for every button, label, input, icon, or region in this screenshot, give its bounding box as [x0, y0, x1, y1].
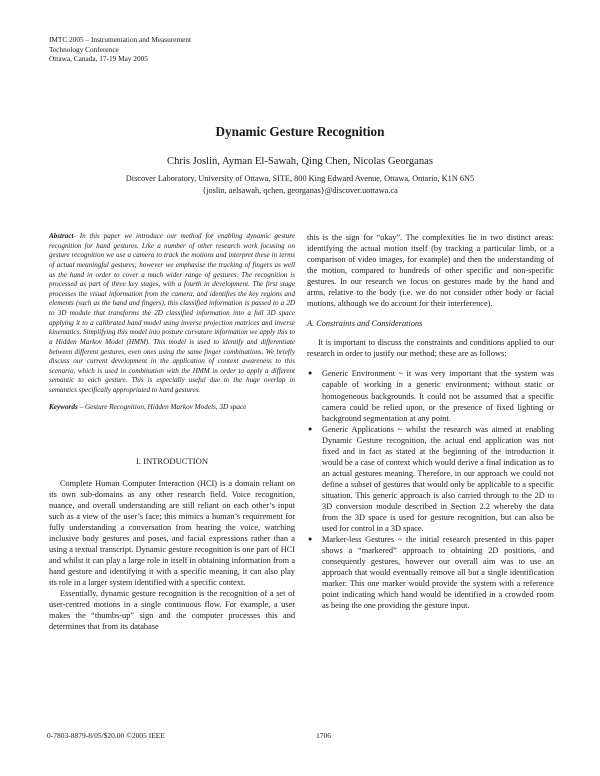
- keywords-text: – Gesture Recognition, Hidden Markov Models, 3D space: [77, 402, 247, 411]
- constraints-list: [307, 368, 554, 611]
- author-list: Chris Joslin, Ayman El-Sawah, Qing Chen, Nicolas Georganas: [167, 156, 433, 167]
- list-item: [307, 368, 554, 423]
- conference-line: IMTC 2005 – Instrumentation and Measurement: [49, 35, 192, 44]
- list-item: [307, 424, 554, 534]
- conference-header: [49, 35, 191, 64]
- intro-continuation: this is the sign for “okay”. The complexities lie in two distinct areas: identifying the actual motion itself (by tracking a particular limb, or a comparison of video images, for example) and then the understanding of the motion, compared to hundreds of other specific and non-specific gestures. In our research we focus on gestures made by the hand and arms, relative to the body (i.e. we do not consider other body or facial motions, although we do account for their interference).: [307, 233, 554, 309]
- abstract-label: Abstract: [49, 232, 74, 240]
- constraints-intro: It is important to discuss the constraints and conditions applied to our research in order to justify our method; these are as follows:: [307, 338, 554, 359]
- list-item-text: Generic Environment ~ it was very important that the system was capable of working in a generic environment; without static or homogeneous backgrounds. It could not be assumed that a specific camera could be relied upon, or the presence of fixed lighting or background segmentation at any point.: [322, 369, 554, 423]
- conference-line: Technology Conference: [49, 44, 119, 54]
- affiliation: Discover Laboratory, University of Ottawa, SITE, 800 King Edward Avenue, Ottawa, Ontario, K1N 6N5: [125, 174, 475, 183]
- intro-paragraph: Complete Human Computer Interaction (HCI) is a domain reliant on its own sub-domains as any other research field. Voice recognition, nuance, and overall understanding are still reliant on each other’s input such as a view of the user’s face; this mimics a human’s requirement for fully understanding a conversation from hearing the voice, watching inclusive body gestures and poses, and facial expressions rather than a using a textual transcript. Dynamic gesture recognition is one part of HCI and whilst it can play a large role in itself in obtaining information from a hand gesture and identifying it with a specific meaning, it can also play its role in a larger system identified with a specific context.: [49, 478, 295, 588]
- bullet-icon: ●: [308, 535, 313, 544]
- section-heading-introduction: I. INTRODUCTION: [135, 455, 209, 466]
- affiliation-block: [0, 173, 600, 196]
- author-emails: {joslin, aelsawah, qchen, georganas}@discover.uottawa.ca: [202, 185, 398, 195]
- subsection-heading-constraints: A. Constraints and Considerations: [307, 319, 423, 329]
- left-column: [49, 232, 295, 632]
- keywords-label: Keywords: [49, 402, 78, 411]
- bullet-icon: ●: [308, 424, 313, 433]
- list-item: [307, 534, 554, 611]
- page-number: 1706: [316, 731, 331, 740]
- list-item-text: Marker-less Gestures ~ the initial research presented in this paper shows a “markered” approach to obtaining 2D positions, and consequently gestures, however our overall aim was to use an approach that would eventually remove all but a single identification marker. This one marker would provide the system with a reference point indicating which hand would be identified in a crowded room as being the one providing the gesture input.: [322, 535, 554, 611]
- right-column: [307, 232, 554, 611]
- conference-line: Ottawa, Canada, 17-19 May 2005: [49, 54, 148, 64]
- abstract: [49, 232, 295, 396]
- list-item-text: Generic Applications ~ whilst the research was aimed at enabling Dynamic Gesture recognition, the actual end application was not fixed and in fact as stated at the beginning of the introduction it would be a case of context which would derive a final indication as to an actual gestures meaning. Therefore, in our approach we could not define a subset of gestures that would only be applicable to a specific situation. This generic approach is also carried through to the 2D to 3D conversion module described in Section 2.2 whereby the data from the 3D space is used for gesture recognition, but can also be used for control in a 3D space.: [322, 424, 555, 534]
- bullet-icon: ●: [308, 369, 313, 378]
- copyright-notice: 0-7803-8879-8/05/$20.00 ©2005 IEEE: [47, 731, 165, 740]
- paper-title: Dynamic Gesture Recognition: [215, 124, 385, 139]
- keywords: [49, 403, 295, 411]
- intro-paragraph: Essentially, dynamic gesture recognition is the recognition of a set of user-centred motions in a single continuous flow. For example, a user makes the “thumbs-up” sign and the computer processes this and determines that from its database: [49, 589, 295, 632]
- abstract-text: - In this paper we introduce our method for enabling dynamic gesture recognition for hand gestures. Like a number of other research work focusing on gesture recognition we use a camera to track the motions and interpret these in terms of actual meaningful gestures; however we emphasise the tracking of fingers as well as the hand in order to cover a much wider range of gestures. The recognition is processed as part of three key stages, with a fourth in development. The first stage processes the visual information from the camera, and identifies the key regions and elements (such as the hand and fingers), this classified information is passed to a 2D to 3D module that transforms the 2D classified information into a full 3D space applying it to a calibrated hand model using inverse projection matrices and inverse kinematics. Simplifying this model into posture curvature information we apply this to a Hidden Markov Model (HMM). This model is used to identify and differentiate between different gestures, even ones using the same finger combinations. We briefly discuss our current development in the application of context awareness to this scenario, which is used in combination with the HMM in order to apply a different semantic to each gesture. This is especially useful due to the huge overlap in semantics specifically appropriated to hand gestures.: [49, 232, 295, 394]
